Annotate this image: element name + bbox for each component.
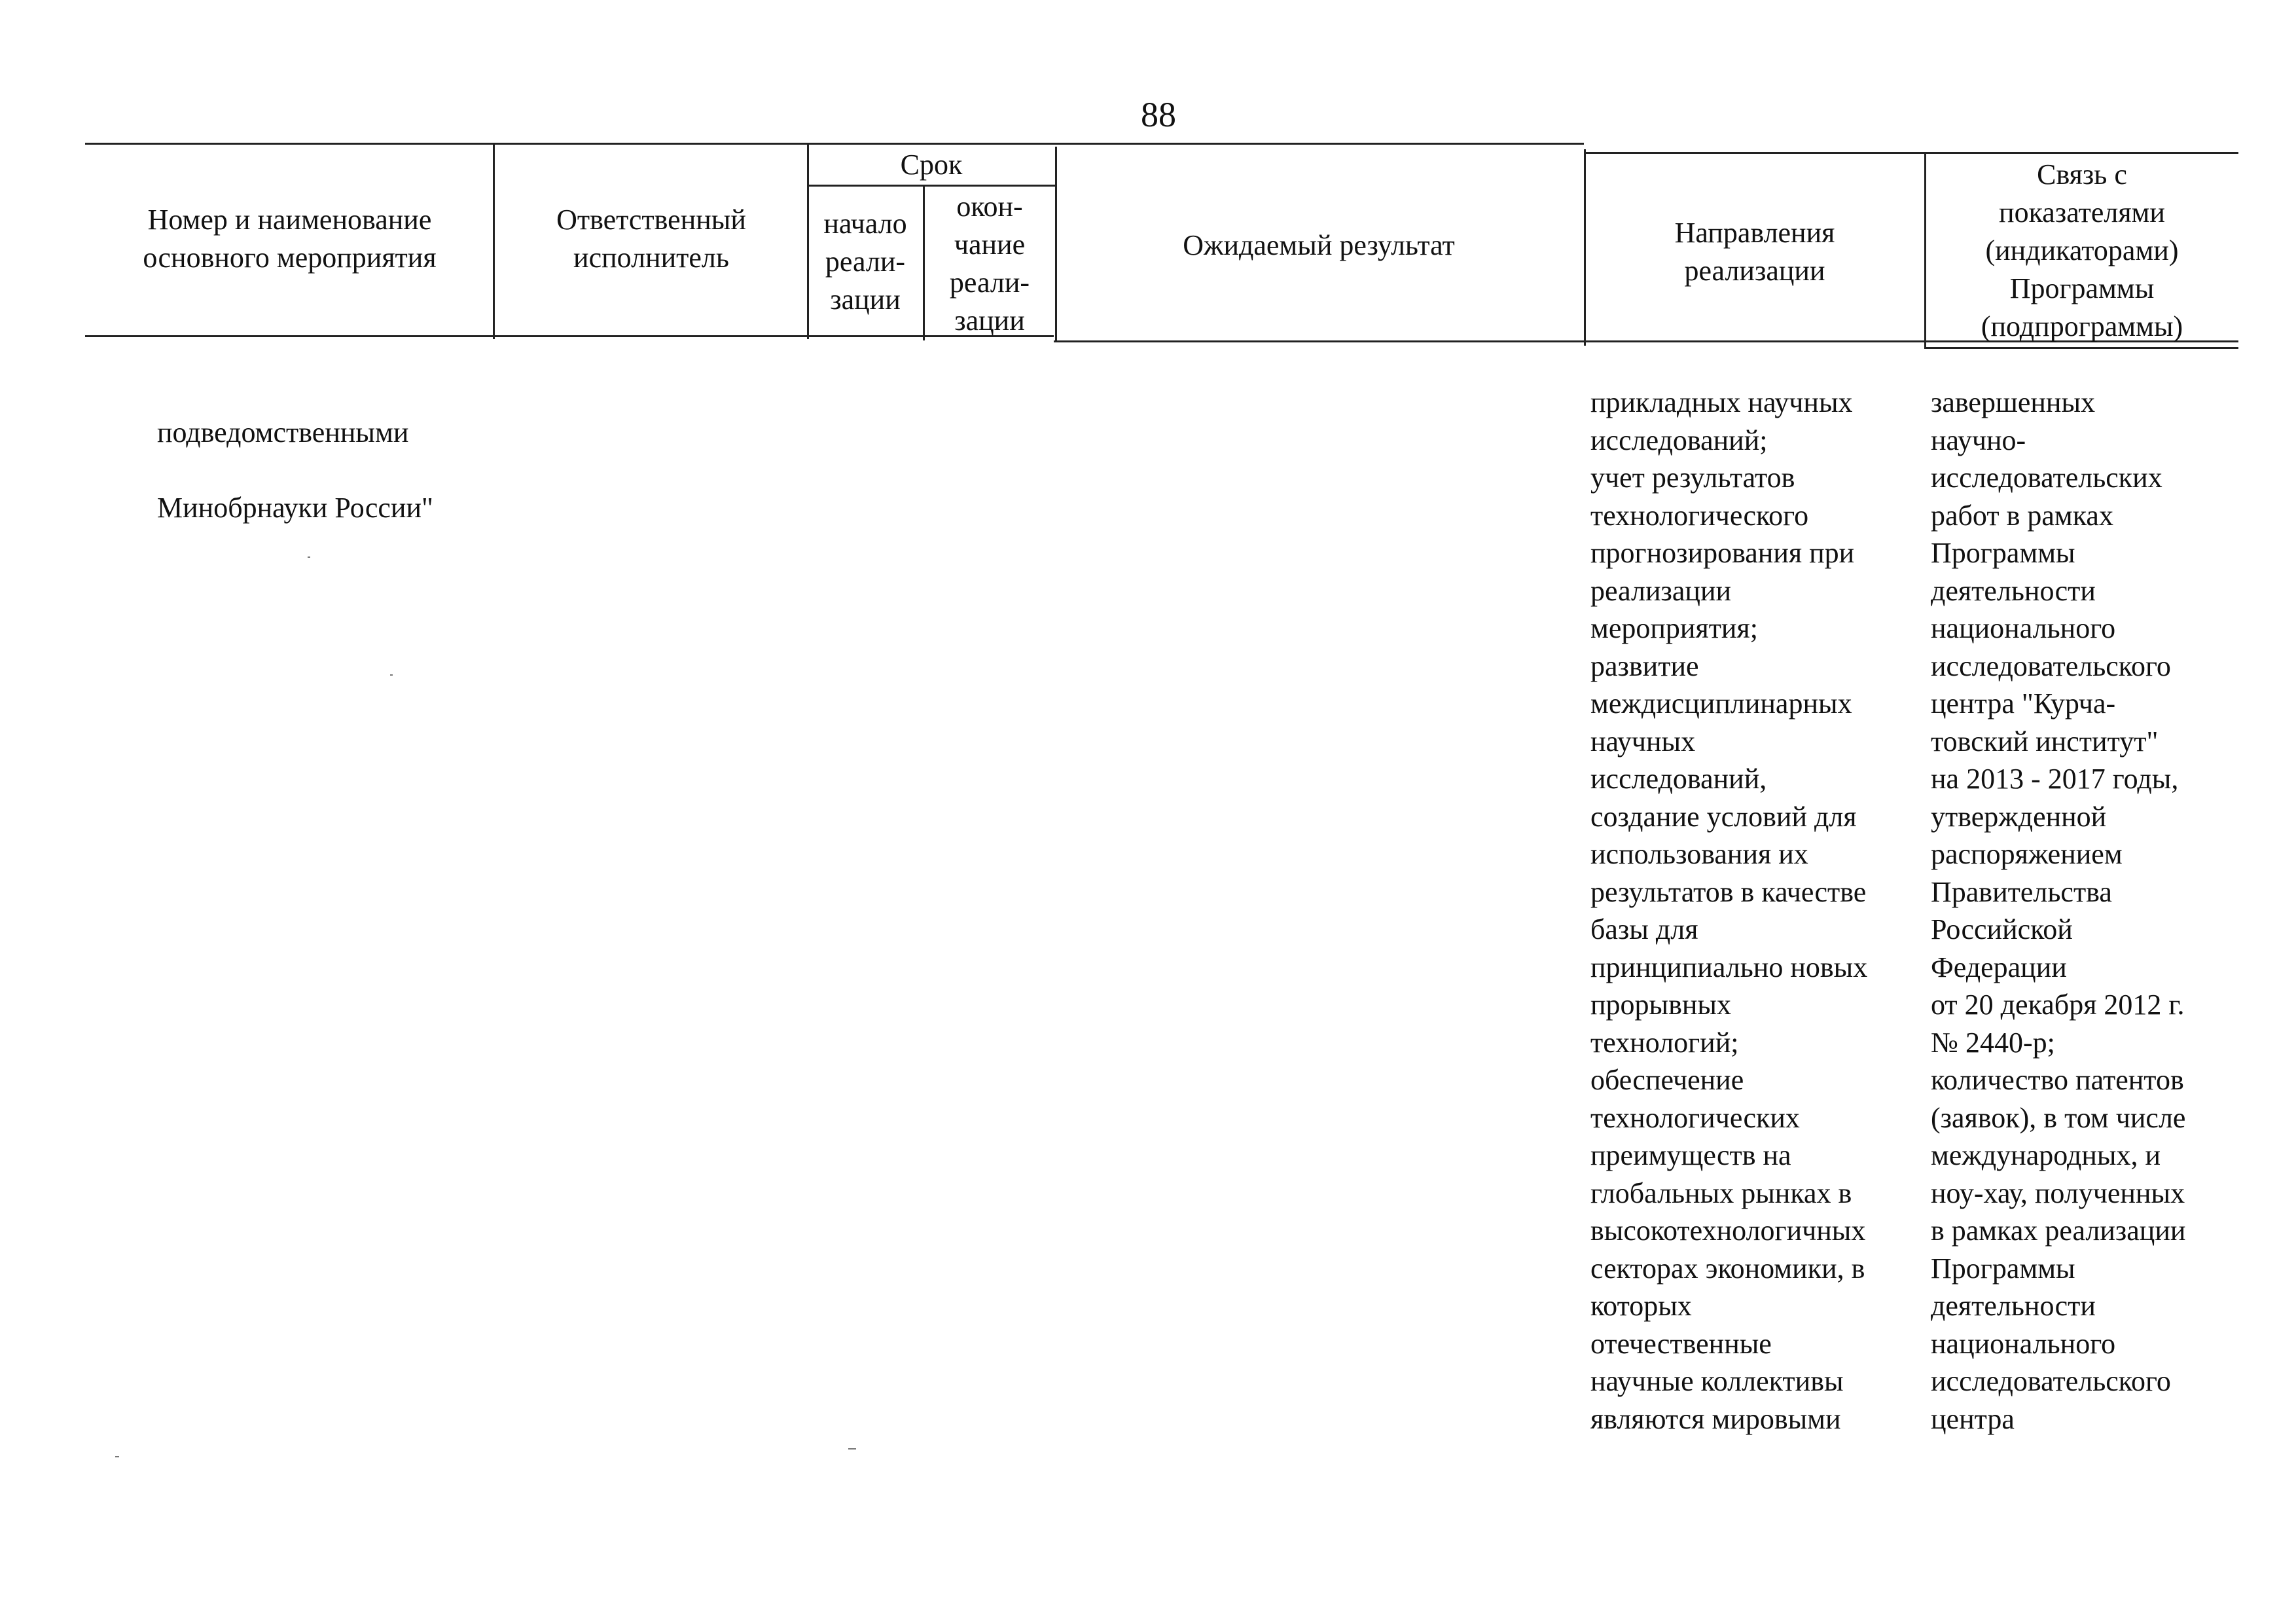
row-directions-line: учет результатов (1590, 462, 1795, 494)
scan-speck (115, 1456, 119, 1457)
row-directions-line: прорывных (1590, 989, 1731, 1021)
row-link-line: исследовательского (1931, 649, 2171, 682)
row-link-line: № 2440-р; (1931, 1026, 2055, 1059)
row-link-line: от 20 декабря 2012 г. (1931, 989, 2185, 1021)
row-link-cell (1931, 384, 2238, 1438)
row-link-line: научно- (1931, 424, 2026, 456)
header-top-rule (85, 143, 1584, 145)
row-directions-line: мероприятия; (1590, 612, 1758, 644)
row-link-line: национального (1931, 1327, 2116, 1360)
row-link-line: национального (1931, 612, 2116, 644)
row-link-line: центра (1931, 1402, 2015, 1435)
row-directions-line: отечественные (1590, 1327, 1772, 1360)
col-divider-6 (1924, 152, 1926, 348)
row-directions-line: технологий; (1590, 1026, 1739, 1059)
col-divider-3 (923, 185, 925, 340)
row-link-line: в рамках реализации (1931, 1214, 2186, 1247)
row-link-line: деятельности (1931, 574, 2096, 607)
row-link-line: (заявок), в том числе (1931, 1101, 2186, 1134)
row-directions-line: глобальных рынках в (1590, 1176, 1852, 1209)
row-link-line: центра "Курча- (1931, 687, 2116, 720)
row-link-line: Программы (1931, 1252, 2075, 1285)
row-directions-line: результатов в качестве (1590, 875, 1867, 908)
row-link-line: деятельности (1931, 1290, 2096, 1322)
header-col-directions: Направления реализации (1674, 217, 1835, 287)
header-col-result: Ожидаемый результат (1183, 229, 1455, 261)
row-link-line: исследовательских (1931, 462, 2162, 494)
header-col-srok: Срок (900, 149, 963, 181)
col-divider-1 (493, 143, 495, 339)
row-link-line: Российской (1931, 913, 2073, 945)
header-col-link: Связь с показателями (индикаторами) Программы (подпрограммы) (1981, 158, 2183, 342)
header-col-name: Номер и наименование основного мероприятия (143, 204, 437, 274)
row-link-line: утвержденной (1931, 800, 2107, 833)
row-directions-cell (1590, 384, 1918, 1438)
row-directions-line: научные коллективы (1590, 1365, 1844, 1397)
row-directions-line: исследований, (1590, 763, 1767, 795)
row-directions-line: принципиально новых (1590, 951, 1868, 983)
row-link-line: Программы (1931, 537, 2075, 569)
row-directions-line: прикладных научных (1590, 386, 1853, 418)
row-directions-line: преимуществ на (1590, 1139, 1791, 1171)
row-directions-line: исследований; (1590, 424, 1768, 456)
row-directions-line: развитие (1590, 649, 1699, 682)
row-link-line: исследовательского (1931, 1365, 2171, 1397)
row-directions-line: создание условий для (1590, 800, 1857, 833)
row-directions-line: являются мировыми (1590, 1402, 1841, 1435)
header-col-start: начало реали- зации (823, 208, 907, 316)
row-directions-line: базы для (1590, 913, 1698, 945)
row-directions-line: реализации (1590, 574, 1732, 607)
row-link-line: количество патентов (1931, 1064, 2184, 1096)
row-link-line: Федерации (1931, 951, 2067, 983)
row-link-line: товский институт" (1931, 725, 2159, 757)
row-directions-line: научных (1590, 725, 1696, 757)
header-bottom-rule-end (1924, 347, 2238, 349)
row-link-line: международных, и (1931, 1139, 2161, 1171)
scan-speck (308, 556, 310, 558)
header-col-executor: Ответственный исполнитель (556, 204, 746, 274)
row-directions-line: обеспечение (1590, 1064, 1744, 1096)
row-link-line: Правительства (1931, 875, 2112, 908)
row-directions-line: секторах экономики, в (1590, 1252, 1865, 1285)
row-directions-line: высокотехнологичных (1590, 1214, 1866, 1247)
header-bottom-rule (85, 335, 1054, 337)
row-directions-line: которых (1590, 1290, 1692, 1322)
row-link-line: завершенных (1931, 386, 2096, 418)
row-name-cell (157, 376, 484, 564)
page-number: 88 (1141, 95, 1176, 134)
col-divider-5 (1584, 149, 1586, 346)
row-directions-line: прогнозирования при (1590, 537, 1855, 569)
row-link-line: ноу-хау, полученных (1931, 1176, 2185, 1209)
row-link-line: распоряжением (1931, 838, 2123, 870)
header-col-end: окон- чание реали- зации (949, 191, 1030, 337)
row-link-line: на 2013 - 2017 годы, (1931, 763, 2179, 795)
row-directions-line: междисциплинарных (1590, 687, 1852, 720)
row-name-line: Минобрнауки России" (157, 491, 433, 524)
row-directions-line: технологического (1590, 499, 1809, 532)
row-link-line: работ в рамках (1931, 499, 2113, 532)
srok-divider (807, 185, 1056, 187)
row-directions-line: технологических (1590, 1101, 1800, 1134)
row-directions-line: использования их (1590, 838, 1808, 870)
scan-speck (848, 1448, 856, 1450)
row-name-line: подведомственными (157, 416, 409, 448)
scan-speck (390, 674, 393, 676)
